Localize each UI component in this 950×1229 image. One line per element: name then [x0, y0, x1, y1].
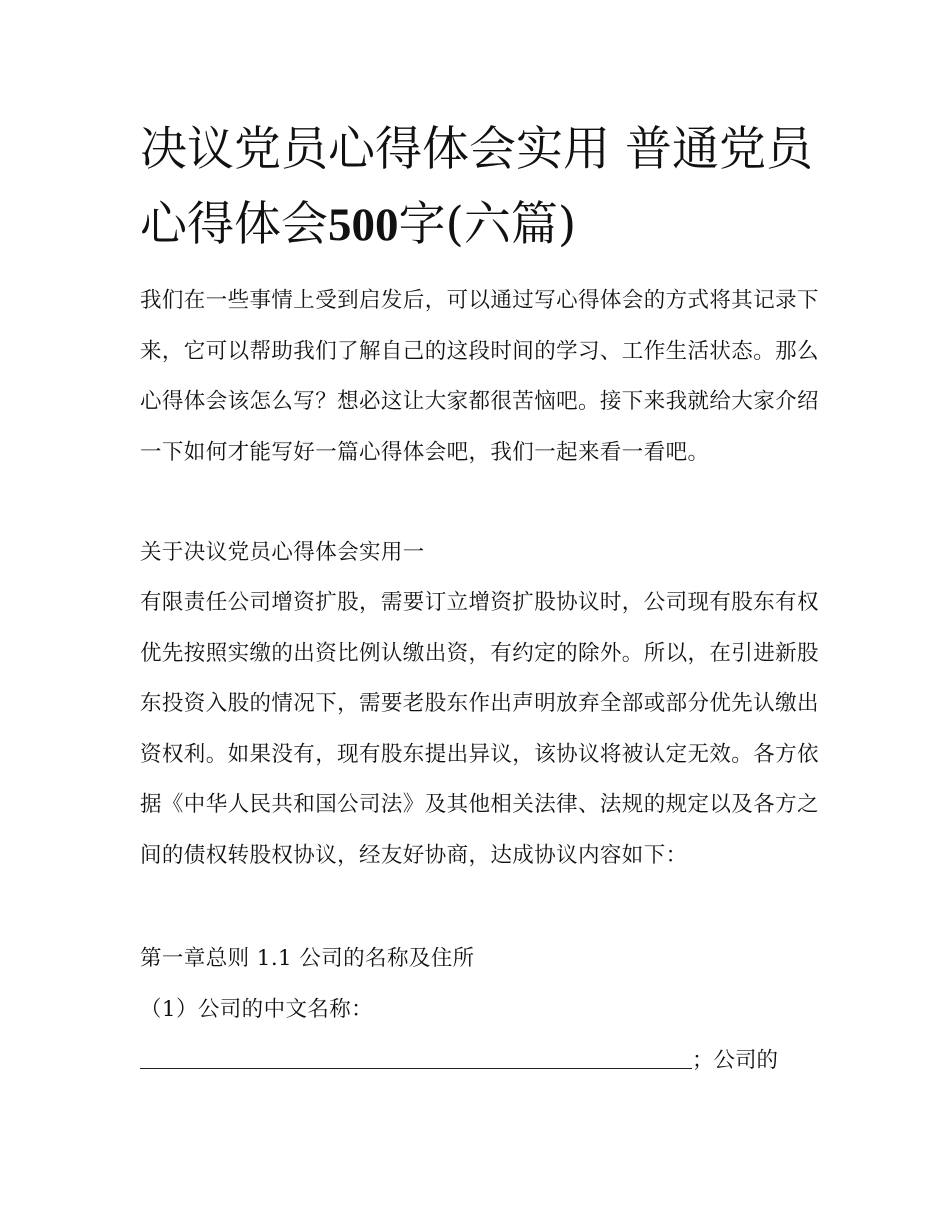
- document-title: [140, 112, 820, 263]
- intro-paragraph: 我们在一些事情上受到启发后，可以通过写心得体会的方式将其记录下来，它可以帮助我们了解自己的这段时间的学习、工作生活状态。那么心得体会该怎么写？想必这让大家都很苦恼吧。接下来我就给大家介绍一下如何才能写好一篇心得体会吧，我们一起来看一看吧。: [140, 288, 819, 465]
- fill-in-line: [140, 1036, 820, 1087]
- title-text-part1: 决议党员心得体会实用 普通党员心得体会: [140, 122, 813, 252]
- title-number: 500: [328, 199, 399, 251]
- chapter-heading: 第一章总则 1.1 公司的名称及住所: [140, 946, 475, 971]
- fill-in-suffix: ；公司的: [692, 1048, 779, 1073]
- fill-in-blank: [140, 1038, 692, 1069]
- section-heading: 关于决议党员心得体会实用一: [140, 540, 425, 565]
- title-text-part2: 字(六篇): [398, 197, 577, 252]
- section-body-paragraph: 有限责任公司增资扩股，需要订立增资扩股协议时，公司现有股东有权优先按照实缴的出资比例认缴出资，有约定的除外。所以，在引进新股东投资入股的情况下，需要老股东作出声明放弃全部或部分优先认缴出资权利。如果没有，现有股东提出异议，该协议将被认定无效。各方依据《中华人民共和国公司法》及其他相关法律、法规的规定以及各方之间的债权转股权协议，经友好协商，达成协议内容如下：: [140, 590, 819, 868]
- company-name-item: （1）公司的中文名称：: [140, 997, 374, 1022]
